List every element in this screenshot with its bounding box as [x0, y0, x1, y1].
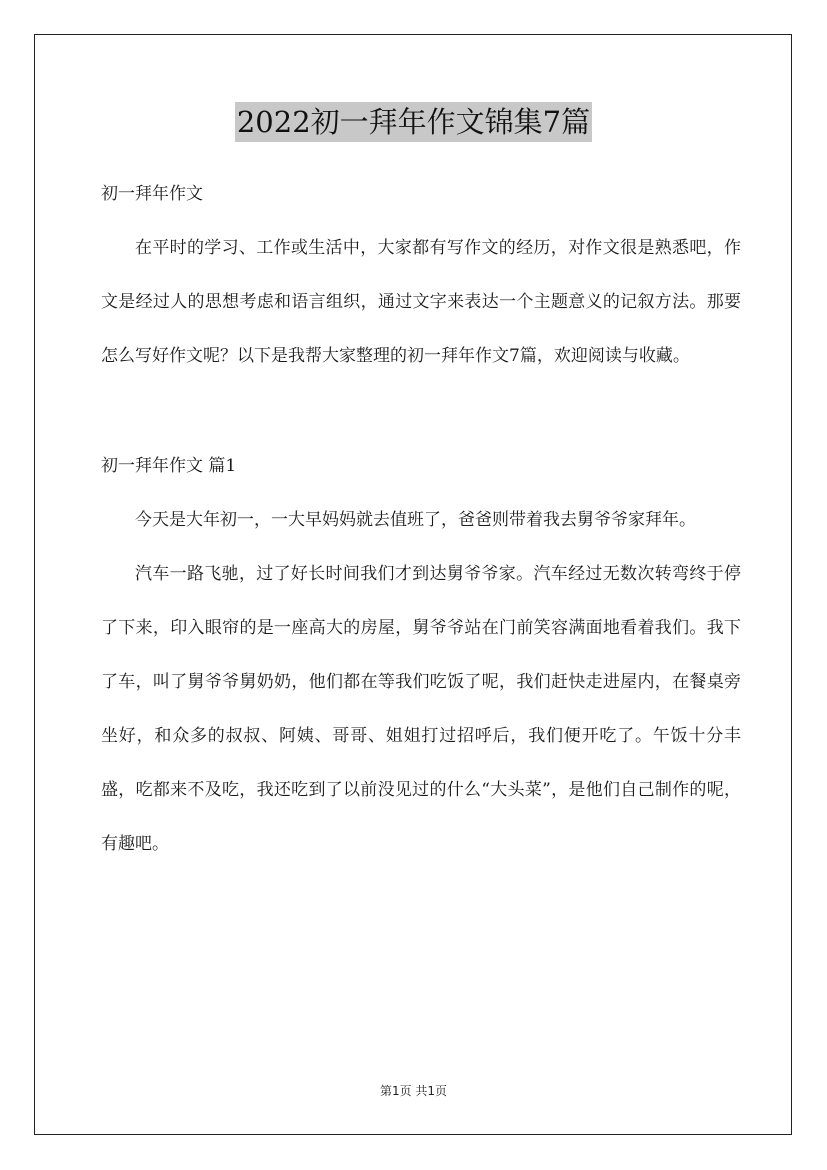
section1-paragraph-2: 汽车一路飞驰，过了好长时间我们才到达舅爷爷家。汽车经过无数次转弯终于停了下来，印入眼帘的是一座高大的房屋，舅爷爷站在门前笑容满面地看着我们。我下了车，叫了舅爷爷舅奶奶，他们都在等我们吃饭了呢，我们赶快走进屋内，在餐桌旁坐好，和众多的叔叔、阿姨、哥哥、姐姐打过招呼后，我们便开吃了。午饭十分丰盛，吃都来不及吃，我还吃到了以前没见过的什么“大头菜”，是他们自己制作的呢，有趣吧。 [101, 564, 741, 854]
document-title: 2022初一拜年作文锦集7篇 [235, 102, 592, 142]
section1-paragraph-1: 今天是大年初一，一大早妈妈就去值班了，爸爸则带着我去舅爷爷家拜年。 [135, 510, 696, 530]
document-body [101, 167, 741, 871]
intro-heading: 初一拜年作文 [101, 184, 203, 204]
section-spacer [101, 383, 741, 439]
section1-heading: 初一拜年作文 篇1 [101, 456, 237, 476]
intro-paragraph: 在平时的学习、工作或生活中，大家都有写作文的经历，对作文很是熟悉吧，作文是经过人的思想考虑和语言组织，通过文字来表达一个主题意义的记叙方法。那要怎么写好作文呢？以下是我帮大家整理的初一拜年作文7篇，欢迎阅读与收藏。 [101, 238, 741, 366]
title-container [0, 102, 827, 142]
page-footer: 第1页 共1页 [379, 1084, 448, 1098]
